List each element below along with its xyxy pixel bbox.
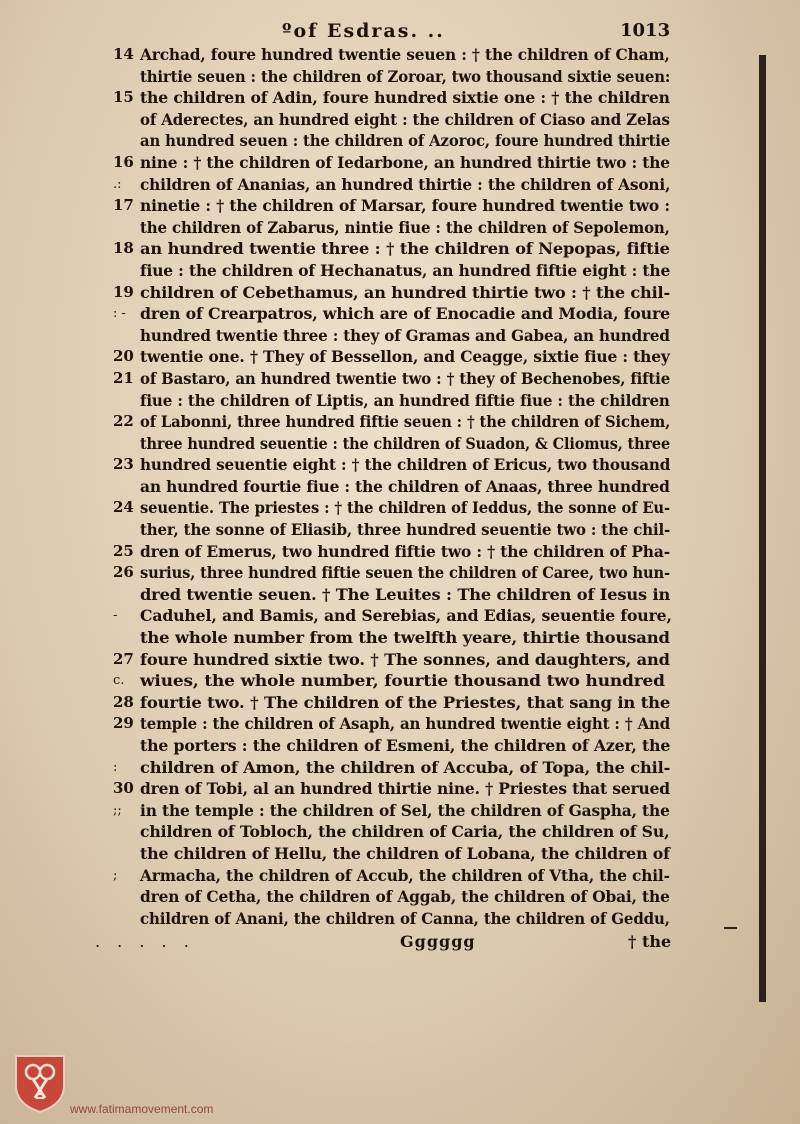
verse-number: 24 — [113, 498, 134, 517]
verse-number: 29 — [113, 714, 134, 733]
text-line — [0, 713, 800, 735]
line-text: Archad, foure hundred twentie seuen : † the children of Cham, — [140, 45, 670, 64]
text-line — [0, 433, 800, 455]
catchword: † the — [628, 932, 672, 951]
line-text: seuentie. The priestes : † the children of Ieddus, the sonne of Eu- — [140, 498, 670, 518]
text-line — [0, 562, 800, 584]
line-text: fiue : the children of Liptis, an hundred fiftie fiue : the children — [140, 390, 670, 410]
line-text: dred twentie seuen. † The Leuites : The children of Iesus in — [140, 584, 671, 604]
line-text: children of Tobloch, the children of Caria, the children of Su, — [140, 822, 670, 842]
line-text: in the temple : the children of Sel, the children of Gaspha, the — [140, 800, 670, 820]
text-line — [0, 497, 800, 519]
text-line — [0, 44, 800, 66]
line-text: of Bastaro, an hundred twentie two : † they of Bechenobes, fiftie — [140, 368, 671, 388]
fatima-crest-logo — [12, 1052, 68, 1114]
verse-number: 21 — [113, 368, 134, 387]
line-text: children of Amon, the children of Accuba, of Topa, the chil- — [140, 757, 671, 777]
verse-number: 27 — [113, 649, 134, 668]
verse-number: 20 — [113, 347, 134, 366]
line-text: nine : † the children of Iedarbone, an hundred thirtie two : the — [140, 152, 670, 172]
margin-mark: : - — [113, 306, 126, 322]
verse-number: 22 — [113, 412, 134, 431]
margin-mark: ; — [113, 867, 118, 883]
text-line — [0, 605, 800, 627]
line-text: foure hundred sixtie two. † The sonnes, and daughters, and — [140, 649, 670, 669]
text-line — [0, 260, 800, 282]
verse-number: 16 — [113, 152, 134, 171]
line-text: the whole number from the twelfth yeare, thirtie thousand — [140, 628, 670, 648]
text-line — [0, 282, 800, 304]
text-line — [0, 87, 800, 109]
line-text: children of Cebethamus, an hundred thirtie two : † the chil- — [140, 282, 671, 302]
verse-number: 23 — [113, 455, 134, 474]
line-text: the children of Hellu, the children of Lobana, the children of — [140, 843, 670, 863]
margin-mark: .: — [113, 176, 122, 192]
margin-mark: c. — [113, 673, 125, 689]
catchline — [0, 932, 800, 956]
line-text: children of Ananias, an hundred thirtie : the children of Asoni, — [140, 174, 671, 194]
text-line — [0, 174, 800, 196]
line-text: the porters : the children of Esmeni, the children of Azer, the — [140, 736, 671, 755]
line-text: fiue : the children of Hechanatus, an hundred fiftie eight : the — [140, 260, 671, 280]
line-text: dren of Tobi, al an hundred thirtie nine. † Priestes that serued — [140, 779, 670, 799]
text-line — [0, 865, 800, 887]
line-text: the children of Adin, foure hundred sixtie one : † the children — [140, 88, 670, 108]
line-text: dren of Emerus, two hundred fiftie two : † the children of Pha- — [140, 541, 670, 561]
line-text: wiues, the whole number, fourtie thousand two hundred — [140, 671, 665, 691]
text-line — [0, 66, 800, 88]
text-line — [0, 411, 800, 433]
line-text: Armacha, the children of Accub, the children of Vtha, the chil- — [140, 865, 670, 885]
verse-number: 14 — [113, 45, 134, 63]
text-line — [0, 325, 800, 347]
text-line — [0, 195, 800, 217]
line-text: an hundred fourtie fiue : the children of Anaas, three hundred — [140, 476, 670, 496]
running-title: ºof Esdras. .. — [282, 20, 445, 42]
text-line — [0, 109, 800, 131]
text-line — [0, 670, 800, 692]
verse-number: 30 — [113, 779, 134, 798]
text-line — [0, 217, 800, 239]
verse-number: 28 — [113, 692, 134, 711]
margin-mark: ;; — [113, 802, 122, 818]
line-text: of Labonni, three hundred fiftie seuen : † the children of Sichem, — [140, 412, 671, 432]
line-text: thirtie seuen : the children of Zoroar, two thousand sixtie seuen: — [140, 66, 671, 86]
text-line — [0, 886, 800, 908]
text-line — [0, 519, 800, 541]
text-line — [0, 152, 800, 174]
text-line — [0, 627, 800, 649]
verse-number: 26 — [113, 563, 134, 582]
line-text: three hundred seuentie : the children of Suadon, & Cliomus, three — [140, 433, 671, 453]
text-line — [0, 778, 800, 800]
margin-mark: - — [113, 608, 118, 624]
text-line — [0, 476, 800, 498]
text-line — [0, 908, 800, 930]
margin-dash — [724, 927, 737, 929]
verse-number: 18 — [113, 239, 134, 258]
text-line — [0, 238, 800, 260]
text-line — [0, 346, 800, 368]
line-text: dren of Crearpatros, which are of Enocadie and Modia, foure — [140, 304, 671, 324]
binding-shadow — [759, 55, 766, 1002]
line-text: twentie one. † They of Bessellon, and Ceagge, sixtie fiue : they — [140, 347, 670, 367]
printer-marks: . . . . . — [95, 932, 195, 951]
watermark-url: www.fatimamovement.com — [70, 1102, 214, 1116]
text-line — [0, 584, 800, 606]
verse-number: 15 — [113, 88, 134, 107]
body-text — [0, 44, 800, 929]
line-text: Caduhel, and Bamis, and Serebias, and Edias, seuentie foure, — [140, 606, 672, 626]
text-line — [0, 541, 800, 563]
margin-mark: : — [113, 759, 118, 775]
line-text: dren of Cetha, the children of Aggab, the children of Obai, the — [140, 887, 670, 907]
text-line — [0, 843, 800, 865]
text-line — [0, 303, 800, 325]
line-text: ninetie : † the children of Marsar, foure hundred twentie two : — [140, 196, 670, 216]
verse-number: 25 — [113, 541, 134, 560]
line-text: hundred seuentie eight : † the children of Ericus, two thousand — [140, 455, 671, 475]
text-line — [0, 368, 800, 390]
text-line — [0, 735, 800, 757]
line-text: surius, three hundred fiftie seuen the children of Caree, two hun- — [140, 563, 670, 583]
text-line — [0, 692, 800, 714]
text-line — [0, 454, 800, 476]
line-text: of Aderectes, an hundred eight : the children of Ciaso and Zelas — [140, 109, 670, 129]
line-text: temple : the children of Asaph, an hundred twentie eight : † And — [140, 714, 671, 734]
text-line — [0, 821, 800, 843]
text-line — [0, 130, 800, 152]
text-line — [0, 800, 800, 822]
running-header — [0, 20, 800, 46]
line-text: hundred twentie three : they of Gramas and Gabea, an hundred — [140, 325, 670, 345]
text-line — [0, 649, 800, 671]
text-line — [0, 390, 800, 412]
line-text: children of Anani, the children of Canna, the children of Geddu, — [140, 908, 670, 928]
text-line — [0, 757, 800, 779]
line-text: an hundred seuen : the children of Azoroc, foure hundred thirtie — [140, 131, 671, 151]
line-text: ther, the sonne of Eliasib, three hundred seuentie two : the chil- — [140, 520, 671, 540]
line-text: an hundred twentie three : † the children of Nepopas, fiftie — [140, 239, 670, 259]
verse-number: 17 — [113, 196, 134, 215]
page-number: 1013 — [620, 20, 671, 41]
line-text: the children of Zabarus, nintie fiue : the children of Sepolemon, — [140, 217, 670, 237]
signature-mark: Gggggg — [400, 932, 476, 951]
verse-number: 19 — [113, 282, 134, 301]
line-text: fourtie two. † The children of the Priestes, that sang in the — [140, 692, 671, 712]
